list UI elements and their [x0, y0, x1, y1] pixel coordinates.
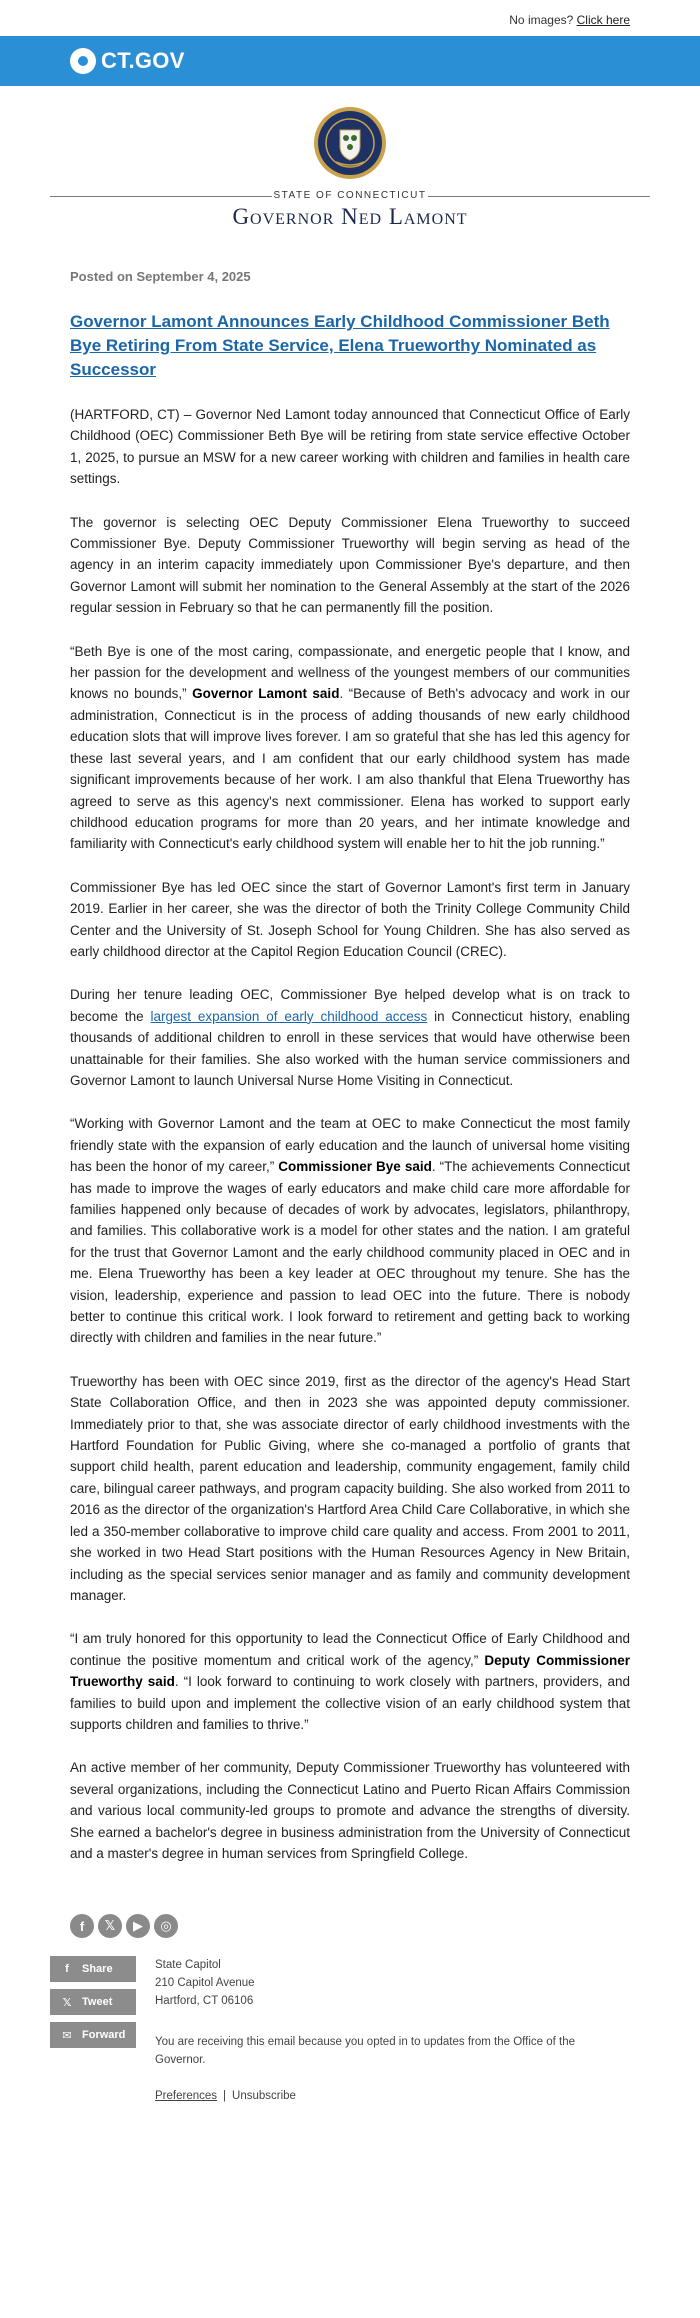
facebook-icon[interactable]: f: [70, 1914, 94, 1938]
paragraph-6: [70, 1113, 630, 1348]
forward-button-label: Forward: [82, 2029, 126, 2042]
footer-separator: |: [223, 2090, 227, 2103]
address-line-1: State Capitol: [155, 1959, 221, 1972]
paragraph-6-part-b: . “The achievements Connecticut has made to improve the wages of early educators and make child care more affordable for families happened only because of decades of work by advocates, legislators, philanthropy, and families. This collaborative work is a model for other states and the nation. I am grateful for the trust that Governor Lamont and the early childhood community placed in OEC and in me. Elena Trueworthy has been a key leader at OEC throughout my tenure. She has the vision, leadership, experience and passion to lead OEC into the future. There is nobody better to continue this critical work. I look forward to retirement and getting back to working directly with children and families in the near future.”: [70, 1159, 630, 1346]
envelope-icon: ✉: [62, 2029, 72, 2042]
paragraph-1: (HARTFORD, CT) – Governor Ned Lamont today announced that Connecticut Office of Early Childhood (OEC) Commissioner Beth Bye will be retiring from state service effective October 1, 2025, to pursue an MSW for a new career working with children and families in health care settings.: [70, 407, 630, 487]
paragraph-6-part-a: “Working with Governor Lamont and the team at OEC to make Connecticut the most family friendly state with the expansion of early education and the launch of universal home visiting has been the honor of my career,”: [70, 1116, 630, 1175]
paragraph-3: [70, 641, 630, 855]
footer-links: [155, 2090, 296, 2102]
share-button-label: Share: [82, 1963, 113, 1976]
ct-logo-icon: [70, 48, 96, 74]
tweet-button[interactable]: [50, 1989, 136, 2015]
x-icon[interactable]: 𝕏: [98, 1914, 122, 1938]
opt-in-notice: You are receiving this email because you opted in to updates from the Office of the Governor.: [155, 2036, 576, 2067]
facebook-icon: f: [65, 1963, 69, 1976]
paragraph-7: Trueworthy has been with OEC since 2019, first as the director of the agency's Head Start State Collaboration Office, and then in 2023 she was appointed deputy commissioner. Immediately prior to that, she was associate director of early childhood investments with the Hartford Foundation for Public Giving, where she co-managed a portfolio of grants that support child health, parent education and leadership, community engagement, family child care, bilingual career pathways, and program capacity building. She also worked from 2011 to 2016 as the director of the organization's Hartford Area Child Care Collaborative, in which she led a 350-member collaborative to improve child care quality and access. From 2001 to 2011, she worked in two Head Start positions with the Human Resources Agency in New Britain, including as the special services senior manager and as family and community development manager.: [70, 1373, 630, 1603]
article: [0, 269, 700, 1864]
paragraph-5-part-b: in Connecticut history, enabling thousands of additional children to enroll in these services that would have otherwise been unattainable for their families. She also worked with the human service commissioners and Governor Lamont to launch Universal Nurse Home Visiting in Connecticut.: [70, 1008, 631, 1088]
address-line-3: Hartford, CT 06106: [155, 1995, 254, 2008]
click-here-link[interactable]: Click here: [576, 13, 630, 27]
expansion-link[interactable]: largest expansion of early childhood access: [150, 1008, 428, 1024]
paragraph-5: [70, 984, 630, 1091]
state-seal-icon: [313, 106, 387, 180]
paragraph-8-part-b: . “I look forward to continuing to work closely with partners, providers, and families to build upon and implement the collective vision of an early childhood system that supports children and families to thrive.”: [70, 1674, 631, 1732]
ct-gov-logo[interactable]: [70, 48, 185, 74]
social-links: [0, 1914, 700, 1938]
paragraph-3-speaker: Governor Lamont said: [192, 686, 340, 702]
paragraph-5-part-a: During her tenure leading OEC, Commissioner Bye helped develop what is on track to become the: [70, 987, 630, 1024]
address-line-2: 210 Capitol Avenue: [155, 1977, 255, 1990]
governor-name: Governor Ned Lamont: [232, 204, 468, 229]
header-band: [0, 36, 700, 86]
forward-button[interactable]: [50, 2022, 136, 2048]
paragraph-4: Commissioner Bye has led OEC since the start of Governor Lamont's first term in January 2019. Earlier in her career, she was the director of both the Trinity College Community Child Center and the University of St. Joseph School for Young Children. She has also served as early childhood director at the Capitol Region Education Council (CREC).: [70, 879, 630, 959]
preferences-link[interactable]: Preferences: [155, 2090, 218, 2103]
footer: [0, 1956, 700, 2146]
share-button[interactable]: [50, 1956, 136, 1982]
instagram-icon[interactable]: ◎: [154, 1914, 178, 1938]
paragraph-8: [70, 1628, 630, 1735]
tweet-button-label: Tweet: [82, 1996, 113, 2009]
ct-logo-text: CT.GOV: [101, 48, 185, 73]
top-bar: [0, 0, 700, 36]
state-label: STATE OF CONNECTICUT: [273, 190, 427, 201]
paragraph-9: An active member of her community, Deputy Commissioner Trueworthy has volunteered with several organizations, including the Connecticut Latino and Puerto Rican Affairs Commission and various local community-led groups to promote and advance the strengths of diversity. She earned a bachelor's degree in business administration from the University of Connecticut and a master's degree in human services from Springfield College.: [70, 1760, 630, 1861]
paragraph-6-speaker: Commissioner Bye said: [278, 1159, 432, 1175]
unsubscribe-link[interactable]: Unsubscribe: [232, 2090, 296, 2103]
paragraph-2: The governor is selecting OEC Deputy Commissioner Elena Trueworthy to succeed Commissioner Bye. Deputy Commissioner Trueworthy will begin serving as head of the agency in an interim capacity immediately upon Commissioner Bye's departure, and then Governor Lamont will submit her nomination to the General Assembly at the start of the 2026 regular session in February so that he can permanently fill the position.: [70, 514, 630, 616]
paragraph-3-part-a: “Beth Bye is one of the most caring, compassionate, and energetic people that I know, and her passion for the development and wellness of the youngest members of our communities knows no bounds,”: [70, 643, 630, 702]
article-headline-link[interactable]: Governor Lamont Announces Early Childhood Commissioner Beth Bye Retiring From State Service, Elena Trueworthy Nominated as Successor: [70, 312, 610, 379]
no-images-notice: [509, 13, 630, 27]
paragraph-8-speaker: Deputy Commissioner Trueworthy said: [70, 1652, 630, 1690]
no-images-text: No images?: [509, 13, 574, 27]
x-icon: 𝕏: [62, 1996, 72, 2009]
paragraph-8-part-a: “I am truly honored for this opportunity to lead the Connecticut Office of Early Childhood and continue the positive momentum and critical work of the agency,”: [70, 1631, 630, 1668]
mailing-address: [155, 1956, 255, 2010]
governor-header: [0, 86, 700, 261]
posted-date: Posted on September 4, 2025: [70, 269, 251, 284]
paragraph-3-part-b: . “Because of Beth's advocacy and work in our administration, Connecticut is in the process of adding thousands of new early childhood education slots that will improve lives forever. I am so grateful that she has led this agency for these last several years, and I am confident that our early childhood system has made significant improvements because of her work. I am also thankful that Elena Trueworthy has agreed to serve as this agency's next commissioner. Elena has worked to support early childhood education programs for more than 20 years, and her intimate knowledge and familiarity with Connecticut's early childhood system will enable her to hit the job running.”: [70, 686, 630, 852]
youtube-icon[interactable]: ▶: [126, 1914, 150, 1938]
